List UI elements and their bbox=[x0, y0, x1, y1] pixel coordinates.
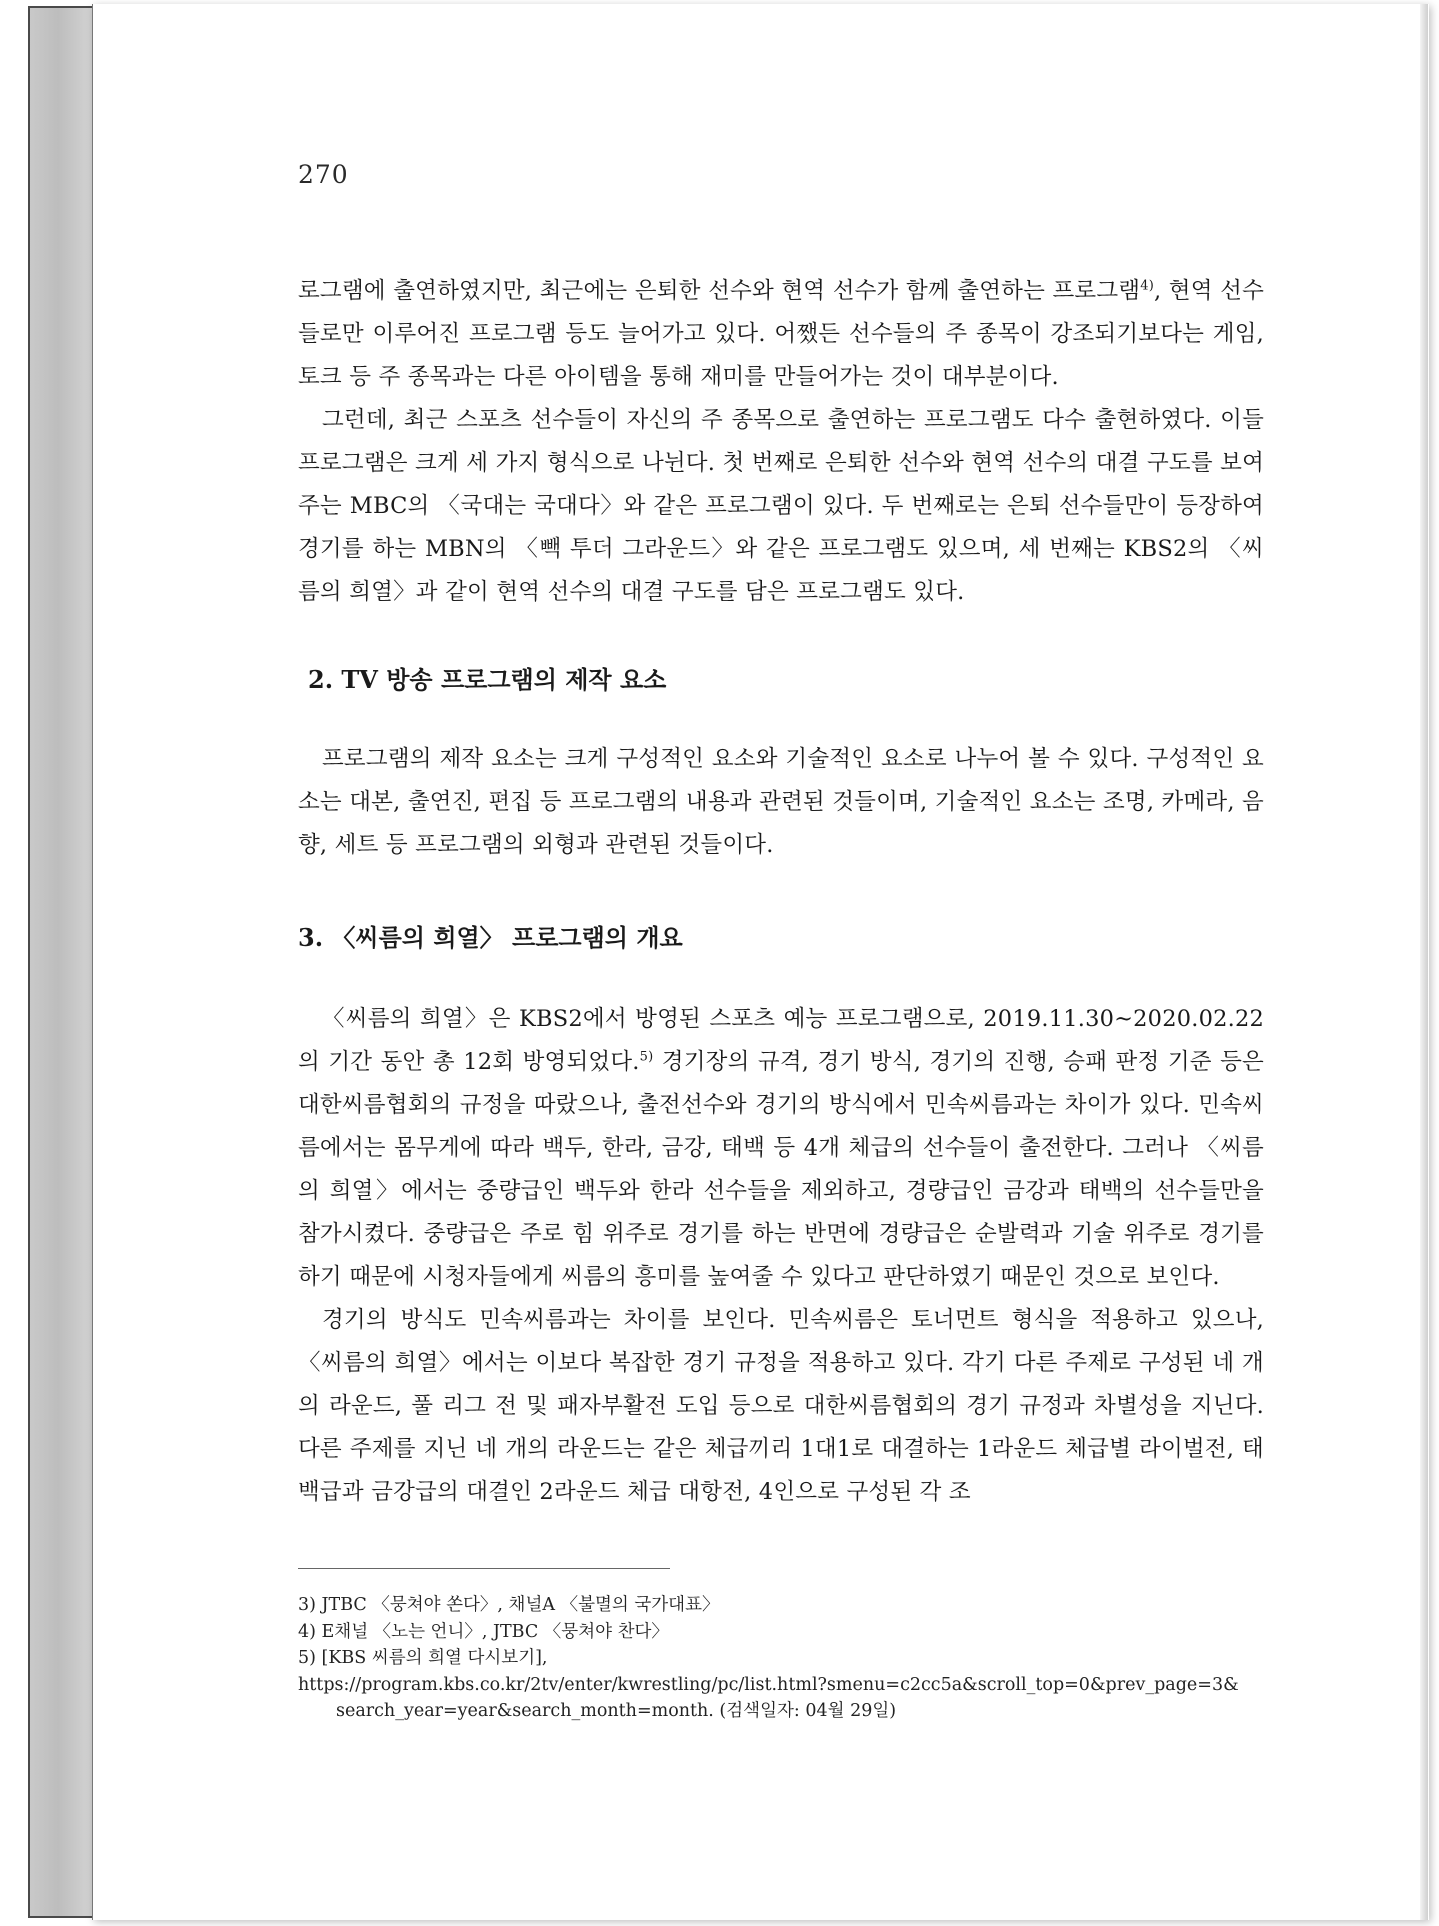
paragraph-3: 프로그램의 제작 요소는 크게 구성적인 요소와 기술적인 요소로 나누어 볼 수 있다. 구성적인 요소는 대본, 출연진, 편집 등 프로그램의 내용과 관련된 것들이며, 기술적인 요소는 조명, 카메라, 음향, 세트 등 프로그램의 외형과 관련된 것들이다. bbox=[298, 746, 1264, 858]
footnote-3: 3) JTBC 〈뭉쳐야 쏜다〉, 채널A 〈불멸의 국가대표〉 bbox=[298, 1595, 720, 1615]
page-edge bbox=[1420, 4, 1428, 1920]
footnote-ref-5: 5) bbox=[639, 1049, 654, 1065]
body-section-1 bbox=[298, 270, 1264, 614]
page-number: 270 bbox=[298, 160, 349, 189]
footnotes bbox=[298, 1592, 1268, 1725]
paragraph-1-text-a: 로그램에 출연하였지만, 최근에는 은퇴한 선수와 현역 선수가 함께 출연하는 프로그램 bbox=[298, 278, 1141, 304]
section-heading-3: 3. 〈씨름의 희열〉 프로그램의 개요 bbox=[298, 923, 683, 952]
paragraph-4-text-b: 경기장의 규격, 경기 방식, 경기의 진행, 승패 판정 기준 등은 대한씨름협회의 규정을 따랐으나, 출전선수와 경기의 방식에서 민속씨름과는 차이가 있다. 민속씨름에서는 몸무게에 따라 백두, 한라, 금강, 태백 등 4개 체급의 선수들이 출전한다. 그러나 〈씨름의 희열〉에서는 중량급인 백두와 한라 선수들을 제외하고, 경량급인 금강과 태백의 선수들만을 참가시켰다. 중량급은 주로 힘 위주로 경기를 하는 반면에 경량급은 순발력과 기술 위주로 경기를 하기 때문에 시청자들에게 씨름의 흥미를 높여줄 수 있다고 판단하였기 때문인 것으로 보인다. bbox=[298, 1049, 1264, 1290]
footnote-4: 4) E채널 〈노는 언니〉, JTBC 〈뭉쳐야 찬다〉 bbox=[298, 1621, 669, 1642]
section-heading-2: 2. TV 방송 프로그램의 제작 요소 bbox=[308, 665, 667, 694]
footnote-divider bbox=[298, 1568, 670, 1569]
book-spine bbox=[28, 6, 94, 1918]
footnote-5-url: https://program.kbs.co.kr/2tv/enter/kwrestling/pc/list.html?smenu=c2cc5a&scroll_top=0&prev_page=3& bbox=[298, 1674, 1239, 1695]
paragraph-1-text-b: , 현역 선수들로만 이루어진 프로그램 등도 늘어가고 있다. 어쨌든 선수들의 주 종목이 강조되기보다는 게임, 토크 등 주 종목과는 다른 아이템을 통해 재미를 만들어가는 것이 대부분이다. bbox=[298, 278, 1264, 390]
footnote-5: 5) [KBS 씨름의 희열 다시보기], bbox=[298, 1648, 548, 1668]
footnote-5-url-cont: search_year=year&search_month=month. (검색일자: 04월 29일) bbox=[336, 1701, 897, 1721]
footnote-ref-4: 4) bbox=[1140, 278, 1154, 294]
body-section-3 bbox=[298, 998, 1264, 1514]
paragraph-2: 그런데, 최근 스포츠 선수들이 자신의 주 종목으로 출연하는 프로그램도 다수 출현하였다. 이들 프로그램은 크게 세 가지 형식으로 나뉜다. 첫 번째로 은퇴한 선수와 현역 선수의 대결 구도를 보여주는 MBC의 〈국대는 국대다〉와 같은 프로그램이 있다. 두 번째로는 은퇴 선수들만이 등장하여 경기를 하는 MBN의 〈빽 투더 그라운드〉와 같은 프로그램도 있으며, 세 번째는 KBS2의 〈씨름의 희열〉과 같이 현역 선수의 대결 구도를 담은 프로그램도 있다. bbox=[298, 407, 1264, 605]
paragraph-4 bbox=[298, 998, 1264, 1299]
body-section-2 bbox=[298, 738, 1264, 867]
paragraph-5: 경기의 방식도 민속씨름과는 차이를 보인다. 민속씨름은 토너먼트 형식을 적용하고 있으나, 〈씨름의 희열〉에서는 이보다 복잡한 경기 규정을 적용하고 있다. 각기 다른 주제로 구성된 네 개의 라운드, 풀 리그 전 및 패자부활전 도입 등으로 대한씨름협회의 경기 규정과 차별성을 지닌다. 다른 주제를 지닌 네 개의 라운드는 같은 체급끼리 1대1로 대결하는 1라운드 체급별 라이벌전, 태백급과 금강급의 대결인 2라운드 체급 대항전, 4인으로 구성된 각 조 bbox=[298, 1307, 1264, 1505]
paragraph-4-text-a: 〈씨름의 희열〉은 KBS2에서 방영된 스포츠 예능 프로그램으로, 2019.11.30~2020.02.22의 기간 동안 총 12회 방영되었다. bbox=[298, 1006, 1264, 1075]
paragraph-1 bbox=[298, 270, 1264, 399]
